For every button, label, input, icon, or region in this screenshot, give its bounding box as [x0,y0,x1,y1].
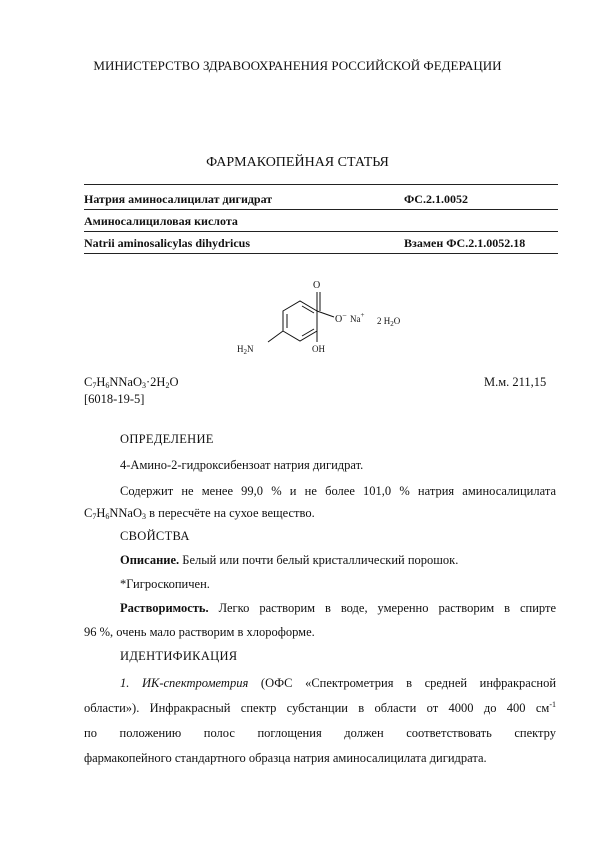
sodium-label: Na+ [350,311,365,324]
section-definition-title: ОПРЕДЕЛЕНИЕ [120,432,214,446]
identification-line-3: по положению полос поглощения должен соответствовать спектру [84,726,556,740]
section-properties-title: СВОЙСТВА [120,529,190,543]
solubility-label: Растворимость. [120,601,209,615]
description-label: Описание. [120,553,180,567]
ir-method-label: 1. ИК-спектрометрия [120,676,249,690]
hygroscopic-note: *Гигроскопичен. [120,577,210,591]
monograph-alt-name: Аминосалициловая кислота [84,214,238,228]
table-rule-1 [84,209,558,210]
solubility-line-2: 96 %, очень мало растворим в хлороформе. [84,625,315,639]
identification-line-1: 1. ИК-спектрометрия (ОФС «Спектрометрия в средней инфракрасной [120,676,557,690]
ministry-title: МИНИСТЕРСТВО ЗДРАВООХРАНЕНИЯ РОССИЙСКОЙ ФЕДЕРАЦИИ [93,58,502,73]
monograph-name-latin: Natrii aminosalicylas dihydricus [84,236,251,250]
structural-formula [0,270,595,390]
identification-line-4: фармакопейного стандартного образца натрия аминосалицилата дигидрата. [84,751,487,765]
definition-line-3: $C_7H_6NNaO_3$ в пересчёте на сухое вещество. [84,506,315,521]
amine-label: $H_2N$ [237,344,254,356]
monograph-code: ФС.2.1.0052 [404,192,468,206]
table-top-rule [84,184,558,185]
monograph-replaces: Взамен ФС.2.1.0052.18 [404,236,526,250]
table-rule-2 [84,231,558,232]
definition-line-2: Содержит не менее 99,0 % и не более 101,0 % натрия аминосалицилата [120,484,556,498]
molecular-formula: $C_7H_6NNaO_3\cdot 2H_2O$ [84,375,179,390]
definition-line-1: 4-Амино-2-гидроксибензоат натрия дигидрат. [120,458,364,472]
article-type-title: ФАРМАКОПЕЙНАЯ СТАТЬЯ [206,155,389,170]
carbonyl-o-label: O [313,280,321,291]
water-label: 2 $H_2O$ [377,316,401,328]
cas-number: [6018-19-5] [84,392,145,406]
solubility-line-1: Растворимость. Легко растворим в воде, умеренно растворим в спирте [120,601,556,615]
carboxylate-o-label: O− [335,311,347,325]
molecular-mass: М.м. 211,15 [484,375,547,389]
table-bottom-rule [84,253,558,254]
monograph-name-ru: Натрия аминосалицилат дигидрат [84,192,273,206]
benzene-ring [283,301,317,341]
hydroxyl-label: OH [312,344,325,354]
identification-line-2: области»). Инфракрасный спектр субстанции в области от 4000 до 400 $см^{-1}$ [84,700,556,715]
section-identification-title: ИДЕНТИФИКАЦИЯ [120,649,238,663]
description-line: Описание. Белый или почти белый кристаллический порошок. [120,553,459,567]
